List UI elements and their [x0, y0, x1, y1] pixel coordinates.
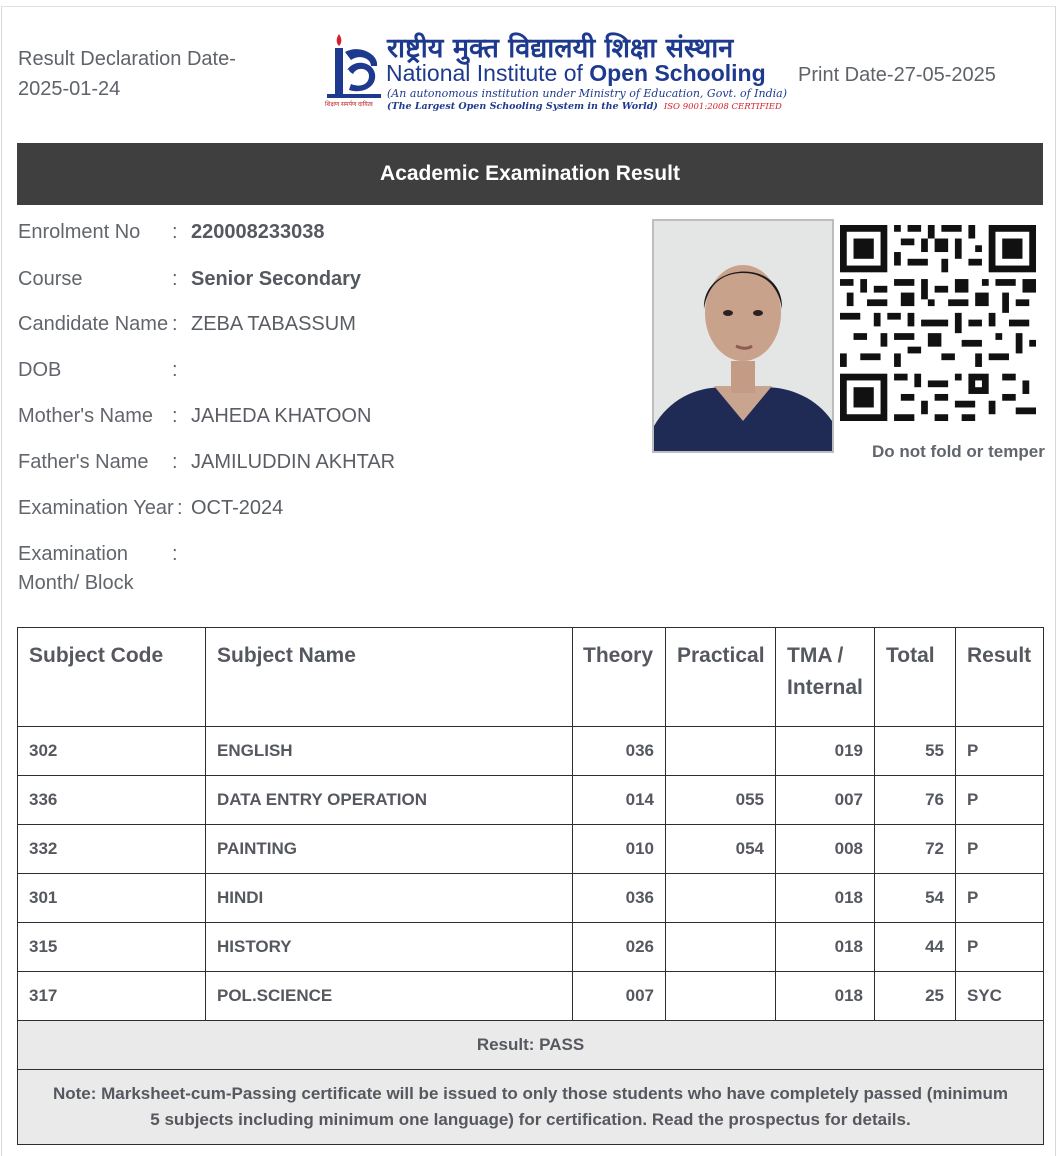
theory-cell: 010: [573, 825, 666, 874]
total-cell: 44: [875, 923, 956, 972]
result-cell: P: [956, 727, 1044, 776]
father-name-value: JAMILUDDIN AKHTAR: [191, 451, 396, 473]
header-subject-code: Subject Code: [18, 628, 206, 727]
result-cell: P: [956, 776, 1044, 825]
result-cell: P: [956, 923, 1044, 972]
nios-english-name: [386, 60, 766, 87]
candidate-photo: [652, 219, 834, 453]
tma-cell: 008: [776, 825, 875, 874]
exam-month-label-line1: Examination: [18, 543, 129, 565]
header-practical: Practical: [666, 628, 776, 727]
candidate-name-label: Candidate Name: [18, 313, 169, 335]
total-cell: 55: [875, 727, 956, 776]
declaration-date: 2025-01-24: [18, 78, 121, 100]
header-result: Result: [956, 628, 1044, 727]
certificate-note: Note: Marksheet-cum-Passing certificate will be issued to only those students who have completely passed (minimum 5 subjects including minimum one language) for certification. Read the prospectus for details.: [18, 1070, 1044, 1145]
colon: :: [172, 221, 178, 243]
practical-cell: [666, 972, 776, 1021]
total-cell: 54: [875, 874, 956, 923]
exam-year-value: OCT-2024: [191, 497, 284, 519]
subject-name-cell: ENGLISH: [206, 727, 573, 776]
theory-cell: 026: [573, 923, 666, 972]
tma-cell: 019: [776, 727, 875, 776]
mother-name-value: JAHEDA KHATOON: [191, 405, 372, 427]
nios-name-part1: National Institute of: [386, 60, 590, 86]
subject-name-cell: HINDI: [206, 874, 573, 923]
result-cell: P: [956, 874, 1044, 923]
table-header-row: [18, 628, 1044, 727]
nios-name-part2: Open Schooling: [589, 60, 766, 86]
table-row: [18, 776, 1044, 825]
nios-logo: [325, 28, 785, 116]
certificate-note-row: [18, 1070, 1044, 1145]
mother-name-label: Mother's Name: [18, 405, 153, 427]
header-total: Total: [875, 628, 956, 727]
colon: :: [177, 497, 183, 519]
iso-certification: ISO 9001:2008 CERTIFIED: [663, 102, 782, 112]
table-row: [18, 923, 1044, 972]
candidate-name-value: ZEBA TABASSUM: [191, 313, 356, 335]
subject-code-cell: 301: [18, 874, 206, 923]
overall-result: Result: PASS: [18, 1021, 1044, 1070]
theory-cell: 036: [573, 874, 666, 923]
enrolment-value: 220008233038: [191, 221, 325, 243]
subject-code-cell: 336: [18, 776, 206, 825]
header-theory: Theory: [573, 628, 666, 727]
fold-warning: Do not fold or temper: [872, 442, 1045, 461]
colon: :: [172, 451, 178, 473]
result-cell: SYC: [956, 972, 1044, 1021]
tma-cell: 018: [776, 874, 875, 923]
exam-month-label-line2: Month/ Block: [18, 572, 134, 594]
nios-tagline-2-text: (The Largest Open Schooling System in the World): [387, 101, 658, 112]
table-row: [18, 972, 1044, 1021]
dob-label: DOB: [18, 359, 62, 381]
subject-code-cell: 317: [18, 972, 206, 1021]
subject-name-cell: PAINTING: [206, 825, 573, 874]
nios-hindi-name: राष्ट्रीय मुक्त विद्यालयी शिक्षा संस्थान: [387, 33, 734, 64]
exam-month-label: [18, 540, 178, 598]
colon: :: [172, 359, 178, 381]
print-date: Print Date-27-05-2025: [798, 64, 996, 86]
theory-cell: 007: [573, 972, 666, 1021]
emblem-caption: शिक्षण समर्पण दायित्व: [325, 102, 373, 108]
header-tma-line2: Internal: [787, 676, 863, 699]
subject-code-cell: 332: [18, 825, 206, 874]
subject-name-cell: HISTORY: [206, 923, 573, 972]
marks-table: [17, 627, 1044, 1145]
subject-code-cell: 315: [18, 923, 206, 972]
colon: :: [172, 268, 178, 290]
practical-cell: 055: [666, 776, 776, 825]
header-subject-name: Subject Name: [206, 628, 573, 727]
total-cell: 72: [875, 825, 956, 874]
table-row: [18, 727, 1044, 776]
enrolment-label: Enrolment No: [18, 221, 141, 243]
father-name-label: Father's Name: [18, 451, 149, 473]
colon: :: [172, 313, 178, 335]
course-value: Senior Secondary: [191, 268, 362, 290]
table-row: [18, 874, 1044, 923]
header-tma: [776, 628, 875, 727]
practical-cell: [666, 727, 776, 776]
table-row: [18, 825, 1044, 874]
course-label: Course: [18, 268, 83, 290]
total-cell: 25: [875, 972, 956, 1021]
qr-code-icon: [840, 225, 1036, 421]
nios-emblem-icon: [325, 30, 383, 110]
colon: :: [172, 405, 178, 427]
nios-tagline-2: [387, 101, 782, 112]
candidate-portrait-icon: [654, 221, 832, 451]
theory-cell: 036: [573, 727, 666, 776]
tma-cell: 018: [776, 923, 875, 972]
tma-cell: 007: [776, 776, 875, 825]
nios-tagline-1: (An autonomous institution under Ministry of Education, Govt. of India): [387, 87, 787, 100]
result-declaration-date: [18, 44, 236, 104]
subject-name-cell: DATA ENTRY OPERATION: [206, 776, 573, 825]
subject-code-cell: 302: [18, 727, 206, 776]
practical-cell: 054: [666, 825, 776, 874]
theory-cell: 014: [573, 776, 666, 825]
total-cell: 76: [875, 776, 956, 825]
overall-result-row: [18, 1021, 1044, 1070]
colon: :: [172, 543, 178, 565]
exam-year-label: Examination Year: [18, 497, 174, 519]
page-title: Academic Examination Result: [17, 143, 1043, 205]
practical-cell: [666, 874, 776, 923]
practical-cell: [666, 923, 776, 972]
declaration-label: Result Declaration Date-: [18, 48, 236, 70]
tma-cell: 018: [776, 972, 875, 1021]
header-tma-line1: TMA /: [787, 644, 844, 667]
subject-name-cell: POL.SCIENCE: [206, 972, 573, 1021]
result-cell: P: [956, 825, 1044, 874]
